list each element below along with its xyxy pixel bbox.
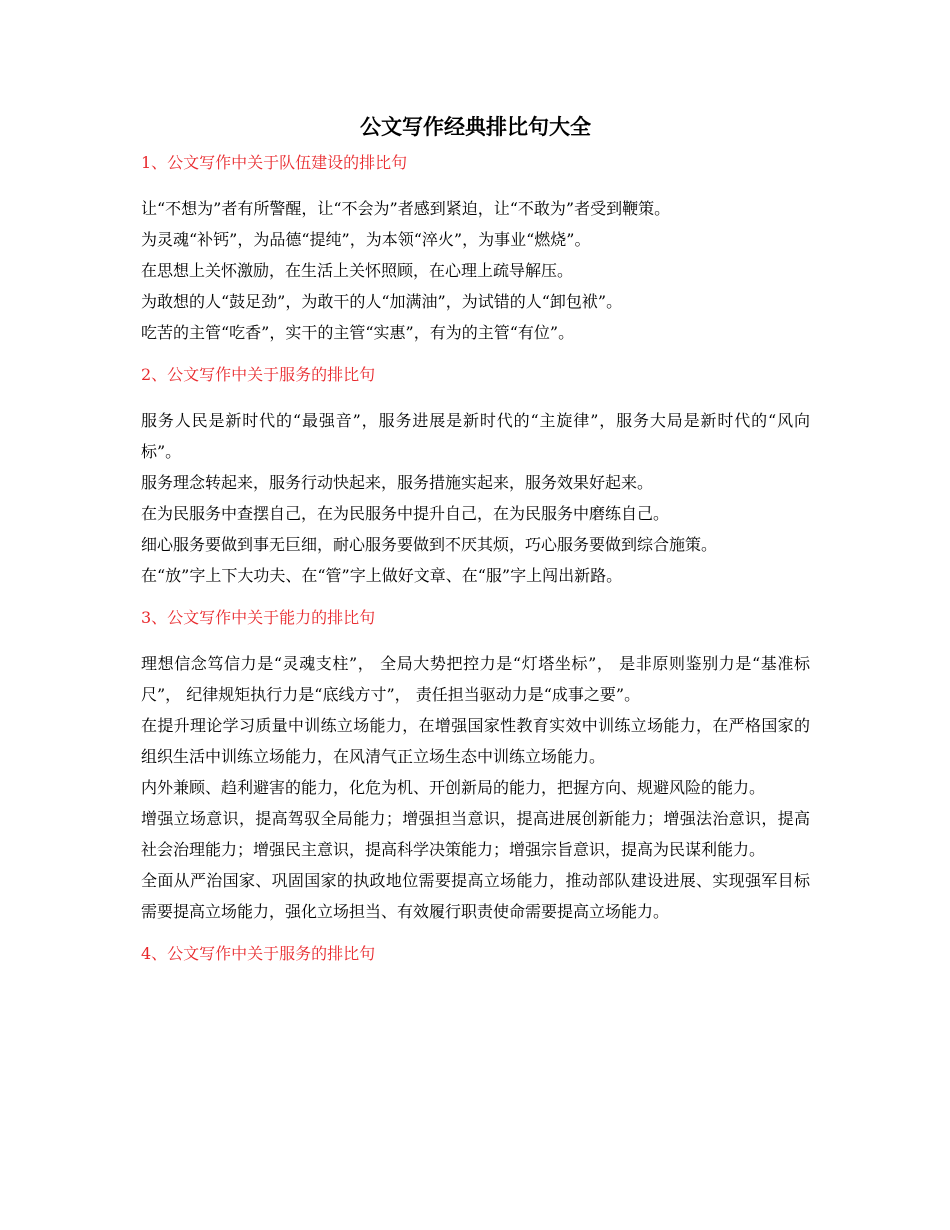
- section-1: [141, 152, 810, 348]
- paragraph: 细心服务要做到事无巨细，耐心服务要做到不厌其烦，巧心服务要做到综合施策。: [141, 535, 718, 554]
- paragraph: 在思想上关怀激励，在生活上关怀照顾，在心理上疏导解压。: [141, 261, 574, 280]
- paragraph: 为敢想的人“鼓足劲”，为敢干的人“加满油”，为试错的人“卸包袱”。: [141, 292, 623, 311]
- paragraph: 让“不想为”者有所警醒，让“不会为”者感到紧迫，让“不敢为”者受到鞭策。: [141, 199, 671, 218]
- section-3: [141, 607, 810, 927]
- paragraph: 理想信念笃信力是“灵魂支柱”， 全局大势把控力是“灯塔坐标”， 是非原则鉴别力是“基准标尺”， 纪律规矩执行力是“底线方寸”， 责任担当驱动力是“成事之要”。: [141, 654, 810, 704]
- paragraph: 吃苦的主管“吃香”，实干的主管“实惠”，有为的主管“有位”。: [141, 323, 575, 342]
- section-4: [141, 943, 810, 965]
- paragraph: 服务人民是新时代的“最强音”，服务进展是新时代的“主旋律”，服务大局是新时代的“风向标”。: [141, 411, 810, 461]
- paragraph: 在提升理论学习质量中训练立场能力，在增强国家性教育实效中训练立场能力，在严格国家的组织生活中训练立场能力，在风清气正立场生态中训练立场能力。: [141, 716, 810, 766]
- section-heading: 4、公文写作中关于服务的排比句: [141, 944, 376, 963]
- section-heading: 1、公文写作中关于队伍建设的排比句: [141, 153, 408, 172]
- paragraph: 为灵魂“补钙”，为品德“提纯”，为本领“淬火”，为事业“燃烧”。: [141, 230, 591, 249]
- section-2: [141, 364, 810, 591]
- document-title: 公文写作经典排比句大全: [360, 115, 591, 139]
- section-heading: 2、公文写作中关于服务的排比句: [141, 365, 376, 384]
- paragraph: 增强立场意识，提高驾驭全局能力；增强担当意识，提高进展创新能力；增强法治意识，提高社会治理能力；增强民主意识，提高科学决策能力；增强宗旨意识，提高为民谋利能力。: [141, 809, 810, 859]
- section-heading: 3、公文写作中关于能力的排比句: [141, 608, 376, 627]
- paragraph: 全面从严治国家、巩固国家的执政地位需要提高立场能力，推动部队建设进展、实现强军目标需要提高立场能力，强化立场担当、有效履行职责使命需要提高立场能力。: [141, 871, 810, 921]
- paragraph: 在“放”字上下大功夫、在“管”字上做好文章、在“服”字上闯出新路。: [141, 566, 623, 585]
- paragraph: 在为民服务中查摆自己，在为民服务中提升自己，在为民服务中磨练自己。: [141, 504, 670, 523]
- paragraph: 内外兼顾、趋利避害的能力，化危为机、开创新局的能力，把握方向、规避风险的能力。: [141, 778, 766, 797]
- paragraph: 服务理念转起来，服务行动快起来，服务措施实起来，服务效果好起来。: [141, 473, 654, 492]
